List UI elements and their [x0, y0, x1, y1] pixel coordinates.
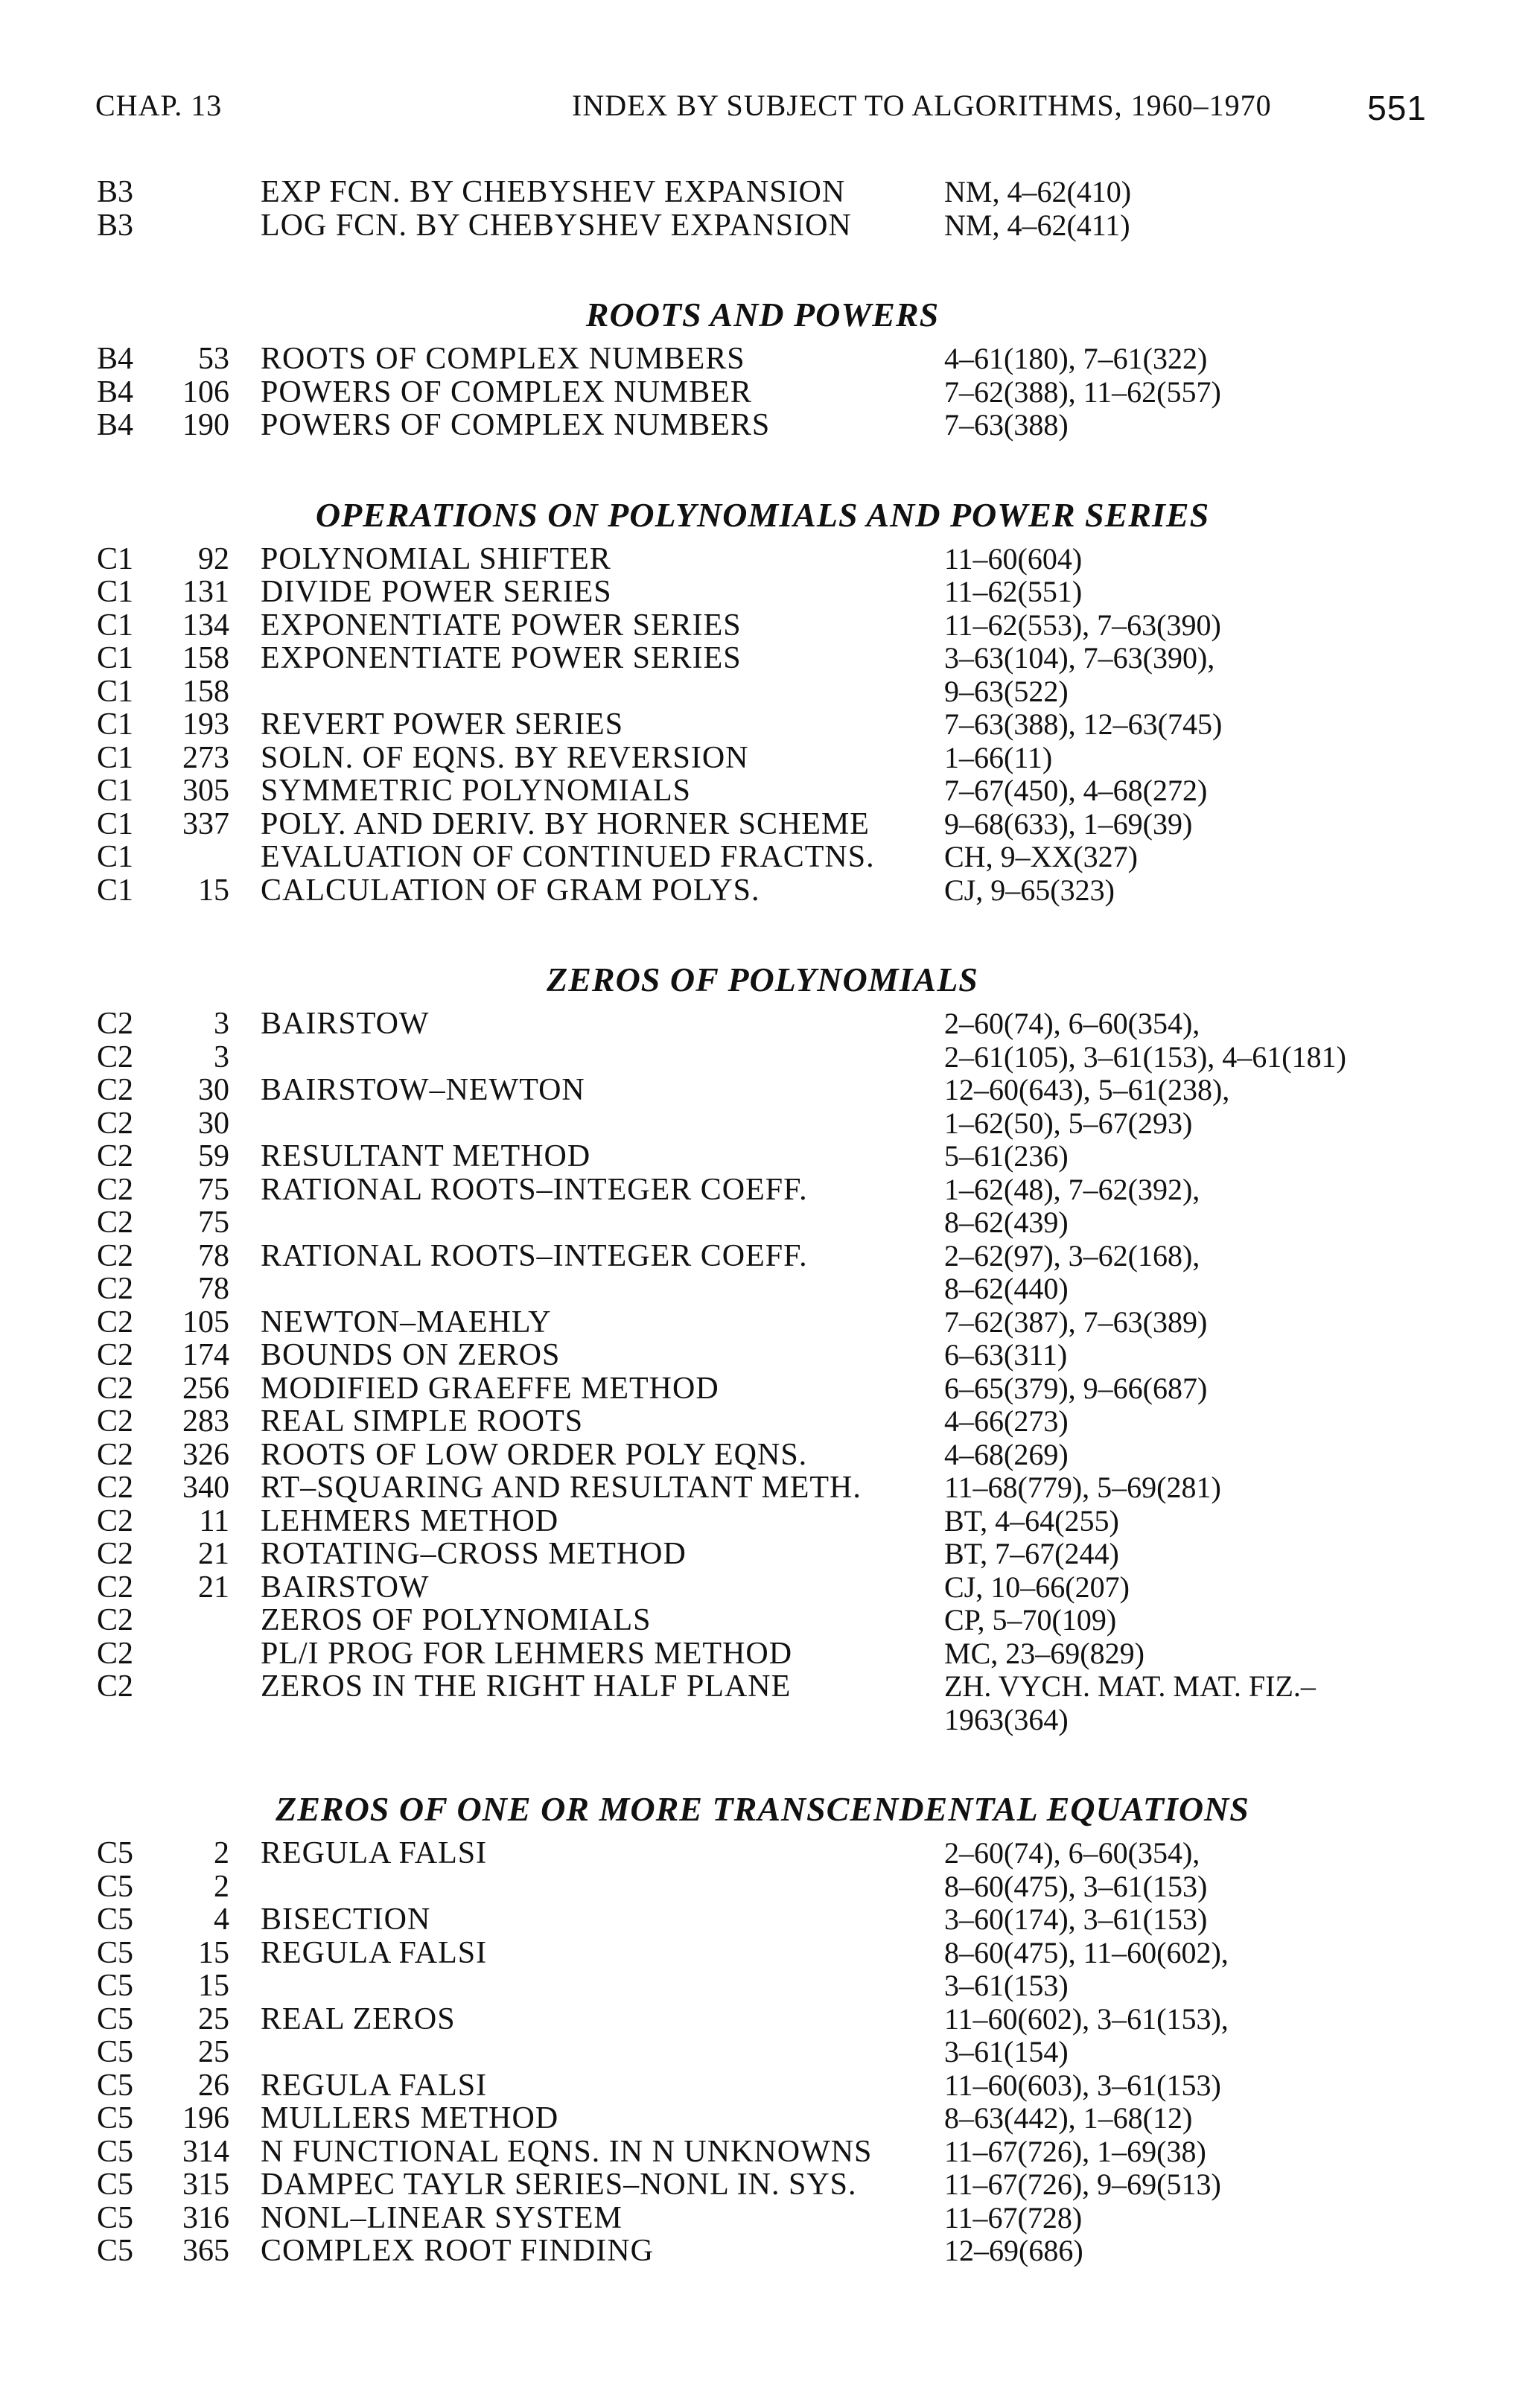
- index-entry: [0, 1173, 1525, 1207]
- algorithm-number: 283: [182, 1404, 229, 1439]
- algorithm-class-code: C2: [97, 1039, 134, 1074]
- algorithm-class-code: C1: [97, 608, 134, 643]
- algorithm-number: 2: [214, 1869, 229, 1904]
- algorithm-class-code: B3: [97, 208, 134, 243]
- algorithm-number: 59: [198, 1139, 229, 1173]
- algorithm-class-code: C5: [97, 1902, 134, 1937]
- algorithm-class-code: C2: [97, 1272, 134, 1306]
- algorithm-number: 75: [198, 1205, 229, 1240]
- section-spacer: [0, 907, 1525, 940]
- reference-citation: CJ, 9–65(323): [944, 873, 1115, 907]
- algorithm-number: 315: [182, 2167, 229, 2202]
- reference-citation: MC, 23–69(829): [944, 1636, 1144, 1670]
- algorithm-number: 314: [182, 2134, 229, 2169]
- reference-citation: 11–60(602), 3–61(153),: [944, 2001, 1229, 2036]
- reference-citation: 2–62(97), 3–62(168),: [944, 1238, 1200, 1273]
- algorithm-class-code: C2: [97, 1238, 134, 1273]
- index-entry: [0, 1837, 1525, 1870]
- reference-citation: 6–63(311): [944, 1338, 1068, 1372]
- reference-citation: 3–60(174), 3–61(153): [944, 1902, 1208, 1936]
- index-entry: [0, 1107, 1525, 1141]
- algorithm-class-code: C5: [97, 1869, 134, 1904]
- algorithm-title: RATIONAL ROOTS–INTEGER COEFF.: [261, 1172, 808, 1207]
- reference-citation: 8–62(439): [944, 1205, 1069, 1239]
- algorithm-class-code: C2: [97, 1106, 134, 1141]
- algorithm-number: 15: [198, 873, 229, 908]
- algorithm-class-code: B4: [97, 375, 134, 410]
- algorithm-class-code: C2: [97, 1205, 134, 1240]
- reference-citation: 7–63(388), 12–63(745): [944, 707, 1223, 741]
- index-entry: [0, 1704, 1525, 1737]
- algorithm-title: DIVIDE POWER SERIES: [261, 575, 612, 609]
- algorithm-title: REAL ZEROS: [261, 2001, 456, 2036]
- algorithm-class-code: C2: [97, 1139, 134, 1173]
- algorithm-class-code: C1: [97, 774, 134, 808]
- algorithm-title: POWERS OF COMPLEX NUMBER: [261, 375, 752, 410]
- algorithm-title: POLY. AND DERIV. BY HORNER SCHEME: [261, 806, 870, 841]
- algorithm-number: 326: [182, 1437, 229, 1472]
- reference-citation: 2–60(74), 6–60(354),: [944, 1836, 1200, 1870]
- reference-citation: 11–62(553), 7–63(390): [944, 608, 1221, 642]
- reference-citation: ZH. VYCH. MAT. MAT. FIZ.–: [944, 1669, 1316, 1703]
- algorithm-title: POLYNOMIAL SHIFTER: [261, 541, 611, 576]
- reference-citation: 1–66(11): [944, 740, 1053, 774]
- algorithm-title: ZEROS OF POLYNOMIALS: [261, 1603, 652, 1637]
- algorithm-title: BAIRSTOW: [261, 1007, 430, 1041]
- algorithm-class-code: C2: [97, 1073, 134, 1107]
- algorithm-number: 305: [182, 774, 229, 808]
- reference-citation: 7–67(450), 4–68(272): [944, 774, 1208, 807]
- index-entry: [0, 409, 1525, 442]
- algorithm-title: EXPONENTIATE POWER SERIES: [261, 608, 742, 643]
- algorithm-number: 106: [182, 375, 229, 410]
- algorithm-number: 53: [198, 342, 229, 376]
- algorithm-number: 25: [198, 2001, 229, 2036]
- algorithm-title: BAIRSTOW–NEWTON: [261, 1073, 585, 1107]
- algorithm-number: 21: [198, 1570, 229, 1605]
- algorithm-class-code: C2: [97, 1338, 134, 1372]
- reference-citation: CJ, 10–66(207): [944, 1570, 1130, 1604]
- index-entry: [0, 1903, 1525, 1937]
- algorithm-title: COMPLEX ROOT FINDING: [261, 2234, 654, 2268]
- index-entry: [0, 1273, 1525, 1306]
- index-entry: [0, 2102, 1525, 2135]
- algorithm-number: 134: [182, 608, 229, 643]
- algorithm-number: 273: [182, 740, 229, 775]
- index-entry: [0, 1339, 1525, 1372]
- algorithm-class-code: C2: [97, 1404, 134, 1439]
- reference-citation: 9–68(633), 1–69(39): [944, 806, 1193, 841]
- reference-citation: 11–62(551): [944, 575, 1083, 608]
- index-entry: [0, 675, 1525, 709]
- algorithm-class-code: C2: [97, 1007, 134, 1041]
- algorithm-number: 92: [198, 541, 229, 576]
- algorithm-number: 25: [198, 2035, 229, 2069]
- index-entry: [0, 708, 1525, 742]
- algorithm-number: 15: [198, 1935, 229, 1970]
- reference-citation: 7–62(388), 11–62(557): [944, 375, 1221, 409]
- index-entry: [0, 576, 1525, 609]
- index-entry: [0, 343, 1525, 376]
- algorithm-class-code: C1: [97, 674, 134, 709]
- algorithm-number: 193: [182, 707, 229, 742]
- algorithm-class-code: B4: [97, 408, 134, 442]
- algorithm-title: CALCULATION OF GRAM POLYS.: [261, 873, 760, 908]
- index-content: [0, 176, 1525, 2268]
- reference-citation: 9–63(522): [944, 674, 1069, 708]
- algorithm-class-code: C5: [97, 2035, 134, 2069]
- algorithm-number: 78: [198, 1272, 229, 1306]
- algorithm-title: SYMMETRIC POLYNOMIALS: [261, 774, 692, 808]
- algorithm-number: 4: [214, 1902, 229, 1937]
- algorithm-title: POWERS OF COMPLEX NUMBERS: [261, 408, 771, 442]
- index-entry: [0, 742, 1525, 775]
- algorithm-number: 337: [182, 806, 229, 841]
- algorithm-class-code: C5: [97, 1935, 134, 1970]
- algorithm-title: ROTATING–CROSS METHOD: [261, 1537, 687, 1571]
- index-entry: [0, 2135, 1525, 2169]
- algorithm-class-code: C5: [97, 1969, 134, 2003]
- index-entry: [0, 1041, 1525, 1074]
- index-entry: [0, 609, 1525, 643]
- reference-citation: 3–63(104), 7–63(390),: [944, 641, 1215, 675]
- reference-citation: 1963(364): [944, 1702, 1069, 1736]
- index-entry: [0, 376, 1525, 410]
- index-entry: [0, 874, 1525, 908]
- algorithm-number: 75: [198, 1172, 229, 1207]
- algorithm-class-code: C2: [97, 1603, 134, 1637]
- index-entry: [0, 1637, 1525, 1671]
- algorithm-number: 131: [182, 575, 229, 609]
- entry-list: [0, 343, 1525, 442]
- reference-citation: BT, 4–64(255): [944, 1503, 1119, 1538]
- index-entry: [0, 1405, 1525, 1439]
- algorithm-number: 196: [182, 2101, 229, 2135]
- algorithm-number: 11: [199, 1503, 229, 1538]
- reference-citation: 3–61(153): [944, 1969, 1069, 2002]
- index-entry: [0, 176, 1525, 209]
- algorithm-class-code: C1: [97, 740, 134, 775]
- algorithm-title: N FUNCTIONAL EQNS. IN N UNKNOWNS: [261, 2134, 873, 2169]
- section-spacer: [0, 442, 1525, 475]
- index-entry: [0, 1372, 1525, 1406]
- algorithm-class-code: C1: [97, 806, 134, 841]
- section-heading: OPERATIONS ON POLYNOMIALS AND POWER SERIES: [315, 495, 1210, 534]
- reference-citation: 11–67(726), 1–69(38): [944, 2134, 1206, 2168]
- algorithm-title: EVALUATION OF CONTINUED FRACTNS.: [261, 840, 875, 874]
- entry-list: [0, 543, 1525, 908]
- algorithm-title: ZEROS IN THE RIGHT HALF PLANE: [261, 1669, 792, 1704]
- algorithm-class-code: C2: [97, 1371, 134, 1406]
- index-entry: [0, 543, 1525, 576]
- index-entry: [0, 642, 1525, 675]
- reference-citation: NM, 4–62(410): [944, 175, 1132, 208]
- algorithm-title: REVERT POWER SERIES: [261, 707, 624, 742]
- reference-citation: 2–61(105), 3–61(153), 4–61(181): [944, 1039, 1346, 1074]
- reference-citation: 8–63(442), 1–68(12): [944, 2101, 1193, 2135]
- algorithm-class-code: C2: [97, 1305, 134, 1340]
- section-spacer: [0, 242, 1525, 275]
- algorithm-class-code: C5: [97, 2101, 134, 2135]
- algorithm-number: 316: [182, 2200, 229, 2235]
- index-entry: [0, 1306, 1525, 1340]
- algorithm-title: LOG FCN. BY CHEBYSHEV EXPANSION: [261, 208, 852, 243]
- algorithm-class-code: C5: [97, 2234, 134, 2268]
- algorithm-class-code: C5: [97, 2134, 134, 2169]
- algorithm-number: 21: [198, 1537, 229, 1571]
- index-entry: [0, 1670, 1525, 1704]
- index-entry: [0, 1505, 1525, 1538]
- reference-citation: 8–60(475), 3–61(153): [944, 1869, 1208, 1903]
- reference-citation: 12–60(643), 5–61(238),: [944, 1073, 1230, 1106]
- reference-citation: BT, 7–67(244): [944, 1537, 1119, 1570]
- index-entry: [0, 1240, 1525, 1273]
- algorithm-title: REAL SIMPLE ROOTS: [261, 1404, 584, 1439]
- algorithm-title: LEHMERS METHOD: [261, 1503, 559, 1538]
- entry-list: [0, 176, 1525, 242]
- index-entry: [0, 841, 1525, 874]
- algorithm-class-code: C2: [97, 1471, 134, 1505]
- index-entry: [0, 2168, 1525, 2202]
- algorithm-class-code: C5: [97, 2200, 134, 2235]
- algorithm-number: 3: [214, 1007, 229, 1041]
- algorithm-title: RT–SQUARING AND RESULTANT METH.: [261, 1471, 862, 1505]
- section-heading: ZEROS OF ONE OR MORE TRANSCENDENTAL EQUATIONS: [276, 1790, 1249, 1828]
- index-entry: [0, 1538, 1525, 1571]
- reference-citation: 11–60(604): [944, 541, 1083, 576]
- reference-citation: 2–60(74), 6–60(354),: [944, 1007, 1200, 1040]
- algorithm-class-code: C5: [97, 1836, 134, 1870]
- running-head: [95, 88, 1427, 133]
- reference-citation: 4–61(180), 7–61(322): [944, 342, 1208, 375]
- algorithm-title: BAIRSTOW: [261, 1570, 430, 1605]
- algorithm-title: REGULA FALSI: [261, 1836, 488, 1870]
- index-entry: [0, 209, 1525, 243]
- algorithm-number: 158: [182, 641, 229, 675]
- section-spacer: [0, 1736, 1525, 1769]
- index-entry: [0, 1439, 1525, 1472]
- algorithm-number: 15: [198, 1969, 229, 2003]
- reference-citation: 4–66(273): [944, 1404, 1069, 1438]
- algorithm-title: MULLERS METHOD: [261, 2101, 559, 2135]
- algorithm-class-code: C2: [97, 1636, 134, 1671]
- reference-citation: 3–61(154): [944, 2035, 1069, 2068]
- algorithm-number: 340: [182, 1471, 229, 1505]
- reference-citation: 11–67(726), 9–69(513): [944, 2167, 1221, 2201]
- index-entry: [0, 1074, 1525, 1107]
- index-entry: [0, 1140, 1525, 1173]
- algorithm-title: NONL–LINEAR SYSTEM: [261, 2200, 623, 2235]
- entry-list: [0, 1837, 1525, 2268]
- algorithm-title: EXP FCN. BY CHEBYSHEV EXPANSION: [261, 175, 846, 209]
- algorithm-title: RATIONAL ROOTS–INTEGER COEFF.: [261, 1238, 808, 1273]
- algorithm-class-code: C1: [97, 541, 134, 576]
- reference-citation: 11–67(728): [944, 2200, 1083, 2235]
- index-entry: [0, 808, 1525, 841]
- index-entry: [0, 1969, 1525, 2003]
- algorithm-title: ROOTS OF COMPLEX NUMBERS: [261, 342, 745, 376]
- index-entry: [0, 2069, 1525, 2103]
- algorithm-number: 158: [182, 674, 229, 709]
- index-entry: [0, 774, 1525, 808]
- entry-list: [0, 1007, 1525, 1736]
- reference-citation: 8–62(440): [944, 1272, 1069, 1305]
- algorithm-title: REGULA FALSI: [261, 2068, 488, 2103]
- reference-citation: 11–60(603), 3–61(153): [944, 2068, 1221, 2102]
- algorithm-class-code: C2: [97, 1503, 134, 1538]
- algorithm-title: NEWTON–MAEHLY: [261, 1305, 552, 1340]
- algorithm-class-code: C2: [97, 1172, 134, 1207]
- algorithm-number: 256: [182, 1371, 229, 1406]
- algorithm-number: 2: [214, 1836, 229, 1870]
- index-entry: [0, 2202, 1525, 2235]
- algorithm-title: SOLN. OF EQNS. BY REVERSION: [261, 740, 749, 775]
- index-entry: [0, 1471, 1525, 1505]
- algorithm-number: 30: [198, 1106, 229, 1141]
- algorithm-title: BOUNDS ON ZEROS: [261, 1338, 561, 1372]
- index-entry: [0, 2003, 1525, 2036]
- chapter-label: CHAP. 13: [95, 89, 223, 122]
- algorithm-title: BISECTION: [261, 1902, 431, 1937]
- algorithm-title: REGULA FALSI: [261, 1935, 488, 1970]
- reference-citation: 5–61(236): [944, 1139, 1069, 1173]
- algorithm-class-code: C1: [97, 707, 134, 742]
- index-entry: [0, 1870, 1525, 1904]
- page-number: 551: [1367, 89, 1427, 127]
- algorithm-class-code: B4: [97, 342, 134, 376]
- algorithm-class-code: C1: [97, 840, 134, 874]
- algorithm-title: EXPONENTIATE POWER SERIES: [261, 641, 742, 675]
- index-entry: [0, 1206, 1525, 1240]
- algorithm-number: 26: [198, 2068, 229, 2103]
- index-entry: [0, 2036, 1525, 2069]
- algorithm-number: 190: [182, 408, 229, 442]
- algorithm-number: 30: [198, 1073, 229, 1107]
- reference-citation: 7–63(388): [944, 408, 1069, 442]
- algorithm-class-code: C2: [97, 1669, 134, 1704]
- index-entry: [0, 2235, 1525, 2268]
- index-entry: [0, 1604, 1525, 1637]
- running-title: INDEX BY SUBJECT TO ALGORITHMS, 1960–1970: [572, 89, 1272, 122]
- algorithm-title: PL/I PROG FOR LEHMERS METHOD: [261, 1636, 793, 1671]
- reference-citation: 4–68(269): [944, 1437, 1069, 1471]
- index-entry: [0, 1937, 1525, 1970]
- index-entry: [0, 1007, 1525, 1041]
- algorithm-number: 365: [182, 2234, 229, 2268]
- algorithm-title: RESULTANT METHOD: [261, 1139, 591, 1173]
- algorithm-class-code: C2: [97, 1570, 134, 1605]
- algorithm-number: 78: [198, 1238, 229, 1273]
- algorithm-class-code: C5: [97, 2167, 134, 2202]
- algorithm-class-code: C5: [97, 2001, 134, 2036]
- algorithm-number: 105: [182, 1305, 229, 1340]
- section-heading: ROOTS AND POWERS: [585, 296, 940, 334]
- algorithm-title: DAMPEC TAYLR SERIES–NONL IN. SYS.: [261, 2167, 857, 2202]
- reference-citation: 8–60(475), 11–60(602),: [944, 1935, 1229, 1969]
- index-entry: [0, 1571, 1525, 1605]
- algorithm-number: 174: [182, 1338, 229, 1372]
- algorithm-class-code: C5: [97, 2068, 134, 2103]
- algorithm-title: ROOTS OF LOW ORDER POLY EQNS.: [261, 1437, 808, 1472]
- algorithm-class-code: C1: [97, 575, 134, 609]
- algorithm-class-code: C2: [97, 1537, 134, 1571]
- reference-citation: 12–69(686): [944, 2234, 1083, 2267]
- reference-citation: 1–62(50), 5–67(293): [944, 1106, 1193, 1140]
- reference-citation: 6–65(379), 9–66(687): [944, 1371, 1208, 1405]
- algorithm-class-code: C2: [97, 1437, 134, 1472]
- reference-citation: 7–62(387), 7–63(389): [944, 1305, 1208, 1339]
- algorithm-class-code: C1: [97, 873, 134, 908]
- reference-citation: CH, 9–XX(327): [944, 840, 1138, 873]
- algorithm-class-code: C1: [97, 641, 134, 675]
- reference-citation: 1–62(48), 7–62(392),: [944, 1172, 1200, 1206]
- reference-citation: CP, 5–70(109): [944, 1603, 1117, 1637]
- algorithm-title: MODIFIED GRAEFFE METHOD: [261, 1371, 719, 1406]
- reference-citation: NM, 4–62(411): [944, 208, 1130, 242]
- reference-citation: 11–68(779), 5–69(281): [944, 1471, 1221, 1504]
- section-heading: ZEROS OF POLYNOMIALS: [547, 961, 978, 998]
- algorithm-number: 3: [214, 1039, 229, 1074]
- algorithm-class-code: B3: [97, 175, 134, 209]
